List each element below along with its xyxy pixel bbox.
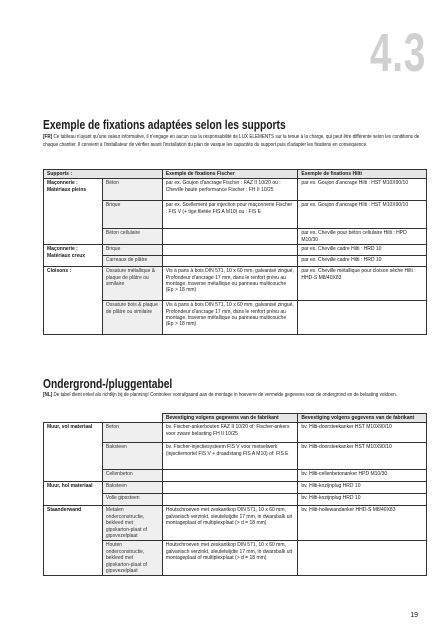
row-fischer: par ex. Goujon d'ancrage Fischer : FAZ II 10/20 ou : Cheville haute performance Fischer : FH II 10/25: [162, 179, 298, 201]
fr-title: Exemple de fixations adaptées selon les supports: [43, 118, 286, 132]
row-fischer: bv. Fischer-injectiesysteem FIS V voor metselwerk (injectiemortel FIS V + draadstang FIS A M10) of: FIS E: [162, 443, 298, 470]
row-fischer: Houtschroeven met zeskantkop DIN 571, 10 x 60 mm, galvanisch verzinkt, sleutelwijdte 17 mm, in dwarsbalk uit montageplaat of multiplexplaat (> d = 18 mm): [162, 541, 298, 576]
row-fischer: [162, 494, 298, 506]
row-support: Carreaux de plâtre: [102, 256, 162, 267]
nl-table: [43, 413, 427, 576]
table-row: [44, 423, 427, 443]
row-hilti: par ex. Cheville cadre Hilti : HRD 10: [298, 245, 427, 256]
row-fischer: bv. Fischer-ankerbouten FAZ II 10/20 of: Fischer-ankers voor zware belasting FH II 10/25: [162, 423, 298, 443]
nl-intro-tag: [NL]: [43, 392, 53, 398]
table-row: [44, 506, 427, 541]
fr-header-row: [44, 170, 427, 179]
row-hilti: par ex. Goujon d'ancrage Hilti : HST M10X90/10: [298, 201, 427, 229]
table-row: [44, 245, 427, 256]
row-fischer: [162, 482, 298, 494]
row-group: Staanderwand: [44, 506, 103, 576]
row-fischer: [162, 470, 298, 482]
row-hilti: bv. Hilti-cellenbetonanker HPD M10/30: [298, 470, 427, 482]
row-hilti: par ex. Goujon d'ancrage Hilti : HST M10X90/10: [298, 179, 427, 201]
table-row: [44, 267, 427, 301]
row-support: Baksteen: [102, 482, 162, 494]
row-hilti: bv. Hilti-doorsteekanker HST M10X90/10: [298, 423, 427, 443]
fr-header-hilti: Exemple de fixations Hilti: [298, 170, 427, 179]
row-group: Muur, vol materiaal: [44, 423, 103, 482]
table-row: [44, 179, 427, 201]
nl-header-hilti: Bevestiging volgens gegevens van de fabrikant: [298, 414, 427, 423]
row-hilti: [298, 541, 427, 576]
row-group: Muur, hol materiaal: [44, 482, 103, 506]
row-fischer: [162, 245, 298, 256]
row-hilti: par ex. Cheville métallique pour cloison sèche Hilti : HHD-S M8/40X83: [298, 267, 427, 301]
row-support: Baksteen: [102, 443, 162, 470]
row-hilti: bv. Hilti-doorsteekanker HST M10X90/10: [298, 443, 427, 470]
nl-header-row: [44, 414, 427, 423]
row-support: Béton: [102, 179, 162, 201]
row-support: Brique: [102, 245, 162, 256]
section-number: 4.3: [369, 23, 426, 83]
row-support: Cellenbeton: [102, 470, 162, 482]
nl-intro-text: De tabel dient enkel als richtlijn bij de planning! Controleer voorafgaand aan de montage in hoeverre de vermelde gegevens voor de ondergrond en de belasting voldoen.: [53, 392, 397, 398]
fr-header-supports: Supports :: [44, 170, 163, 179]
fr-intro-text: Ce tableau n'ayant qu'une valeur informative, il n'engage en aucun cas la responsabilité de LUX ELEMENTS sur la tenue à la charge, qui peut être différente selon les conditions de chaque chantier. Il convient à l'installateur de vérifier avant l'installation du plan de vasque les capacités du support puis d'adapter les fixations en conséquence.: [43, 134, 420, 148]
row-support: Ossature bois & plaque de plâtre ou similaire: [102, 301, 162, 335]
row-group: Maçonnerie : Matériaux pleins: [44, 179, 103, 245]
nl-header-fischer: Bevestiging volgens gegevens van de fabrikant: [162, 414, 298, 423]
row-support: Brique: [102, 201, 162, 229]
fr-intro-tag: [FR]: [43, 134, 53, 140]
row-support: Metalen onderconstructie, bekleed met gipskarton-plaat of gipsvezelplaat: [102, 506, 162, 541]
nl-header-empty: [102, 414, 162, 423]
row-hilti: bv. Hilti-kozijnplug HRD 10: [298, 494, 427, 506]
row-fischer: par ex. Scellement par injection pour maçonnerie Fischer : FIS V (+ tige filetée FIS A M10) ou : FIS E: [162, 201, 298, 229]
row-hilti: par ex. Cheville cadre Hilti : HRD 10: [298, 256, 427, 267]
row-hilti: bv. Hilti-kozijnplug HRD 10: [298, 482, 427, 494]
fr-header-fischer: Exemple de fixations Fischer: [162, 170, 298, 179]
row-group: Cloisons :: [44, 267, 103, 335]
fr-table: [43, 169, 427, 335]
row-group: Maçonnerie : Matériaux creux: [44, 245, 103, 267]
table-row: [44, 482, 427, 494]
nl-title: Ondergrond-/pluggentabel: [43, 377, 173, 391]
row-fischer: [162, 256, 298, 267]
nl-header-empty: [44, 414, 103, 423]
fr-intro: [43, 134, 428, 149]
row-fischer: Houtschroeven met zeskantkop DIN 571, 10 x 60 mm, galvanisch verzinkt, sleutelwijdte 17 mm, in dwarsbalk uit montageplaat of multiplexplaat (> d = 18 mm): [162, 506, 298, 541]
row-hilti: par ex. Cheville pour béton cellulaire Hilti : HPD M10/30: [298, 229, 427, 245]
row-support: Beton: [102, 423, 162, 443]
row-support: Volle gipssteen: [102, 494, 162, 506]
row-fischer: Vis à pans à bois DIN 571, 10 x 60 mm, galvanisé zingué, Profondeur d'ancrage 17 mm, dans le renfort prévu au montage, traverse métallique ou panneau multicouche (Ep > 18 mm): [162, 267, 298, 301]
page-number: 19: [410, 612, 418, 619]
row-hilti: [298, 301, 427, 335]
row-support: Houten onderconstructie, bekleed met gipskarton-plaat of gipsvezelplaat: [102, 541, 162, 576]
row-hilti: bv. Hilti-hollewandanker HHD-S M8/40X83: [298, 506, 427, 541]
nl-intro: [43, 392, 428, 400]
row-fischer: [162, 229, 298, 245]
row-support: Ossature métallique & plaque de plâtre ou similaire: [102, 267, 162, 301]
row-fischer: Vis à pans à bois DIN 571, 10 x 60 mm, galvanisé zingué, Profondeur d'ancrage 17 mm, dans le renfort prévu au montage, traverse métallique ou panneau multicouche (Ep > 18 mm): [162, 301, 298, 335]
row-support: Béton cellulaire: [102, 229, 162, 245]
